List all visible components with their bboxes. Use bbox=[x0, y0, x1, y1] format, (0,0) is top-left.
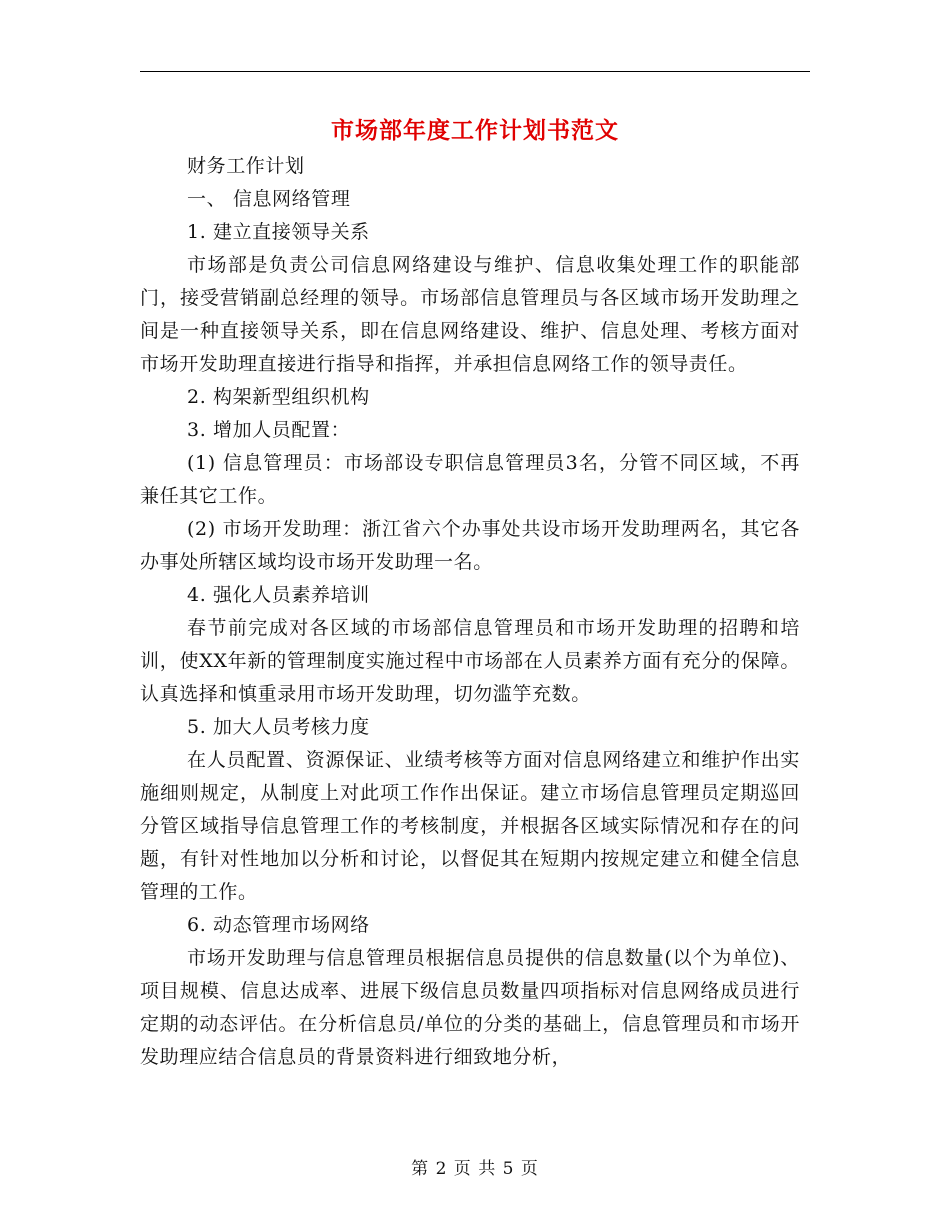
paragraph: 4. 强化人员素养培训 bbox=[187, 584, 370, 606]
paragraph: 6. 动态管理市场网络 bbox=[187, 914, 370, 936]
paragraph: 一、 信息网络管理 bbox=[187, 188, 351, 210]
paragraph: 市场开发助理与信息管理员根据信息员提供的信息数量(以个为单位)、项目规模、信息达成率、进展下级信息员数量四项指标对信息网络成员进行定期的动态评估。在分析信息员/单位的分类的基础上，信息管理员和市场开发助理应结合信息员的背景资料进行细致地分析， bbox=[140, 947, 800, 1068]
paragraph: (1) 信息管理员：市场部设专职信息管理员3名，分管不同区域，不再兼任其它工作。 bbox=[140, 452, 800, 507]
document-body bbox=[140, 150, 800, 1074]
paragraph: 2. 构架新型组织机构 bbox=[187, 386, 370, 408]
header-rule bbox=[140, 71, 810, 72]
paragraph: 1. 建立直接领导关系 bbox=[187, 221, 370, 243]
paragraph: 在人员配置、资源保证、业绩考核等方面对信息网络建立和维护作出实施细则规定，从制度上对此项工作作出保证。建立市场信息管理员定期巡回分管区域指导信息管理工作的考核制度，并根据各区域实际情况和存在的问题，有针对性地加以分析和讨论，以督促其在短期内按规定建立和健全信息管理的工作。 bbox=[140, 749, 800, 903]
paragraph: 春节前完成对各区域的市场部信息管理员和市场开发助理的招聘和培训，使XX年新的管理制度实施过程中市场部在人员素养方面有充分的保障。认真选择和慎重录用市场开发助理，切勿滥竽充数。 bbox=[140, 617, 800, 705]
paragraph: 5. 加大人员考核力度 bbox=[187, 716, 370, 738]
paragraph: 财务工作计划 bbox=[187, 155, 305, 177]
document-title: 市场部年度工作计划书范文 bbox=[331, 117, 619, 144]
page-footer: 第 2 页 共 5 页 bbox=[411, 1159, 539, 1179]
paragraph: 市场部是负责公司信息网络建设与维护、信息收集处理工作的职能部门，接受营销副总经理的领导。市场部信息管理员与各区域市场开发助理之间是一种直接领导关系，即在信息网络建设、维护、信息处理、考核方面对市场开发助理直接进行指导和指挥，并承担信息网络工作的领导责任。 bbox=[140, 254, 800, 375]
paragraph: (2) 市场开发助理：浙江省六个办事处共设市场开发助理两名，其它各办事处所辖区域均设市场开发助理一名。 bbox=[140, 518, 800, 573]
paragraph: 3. 增加人员配置： bbox=[187, 419, 351, 441]
